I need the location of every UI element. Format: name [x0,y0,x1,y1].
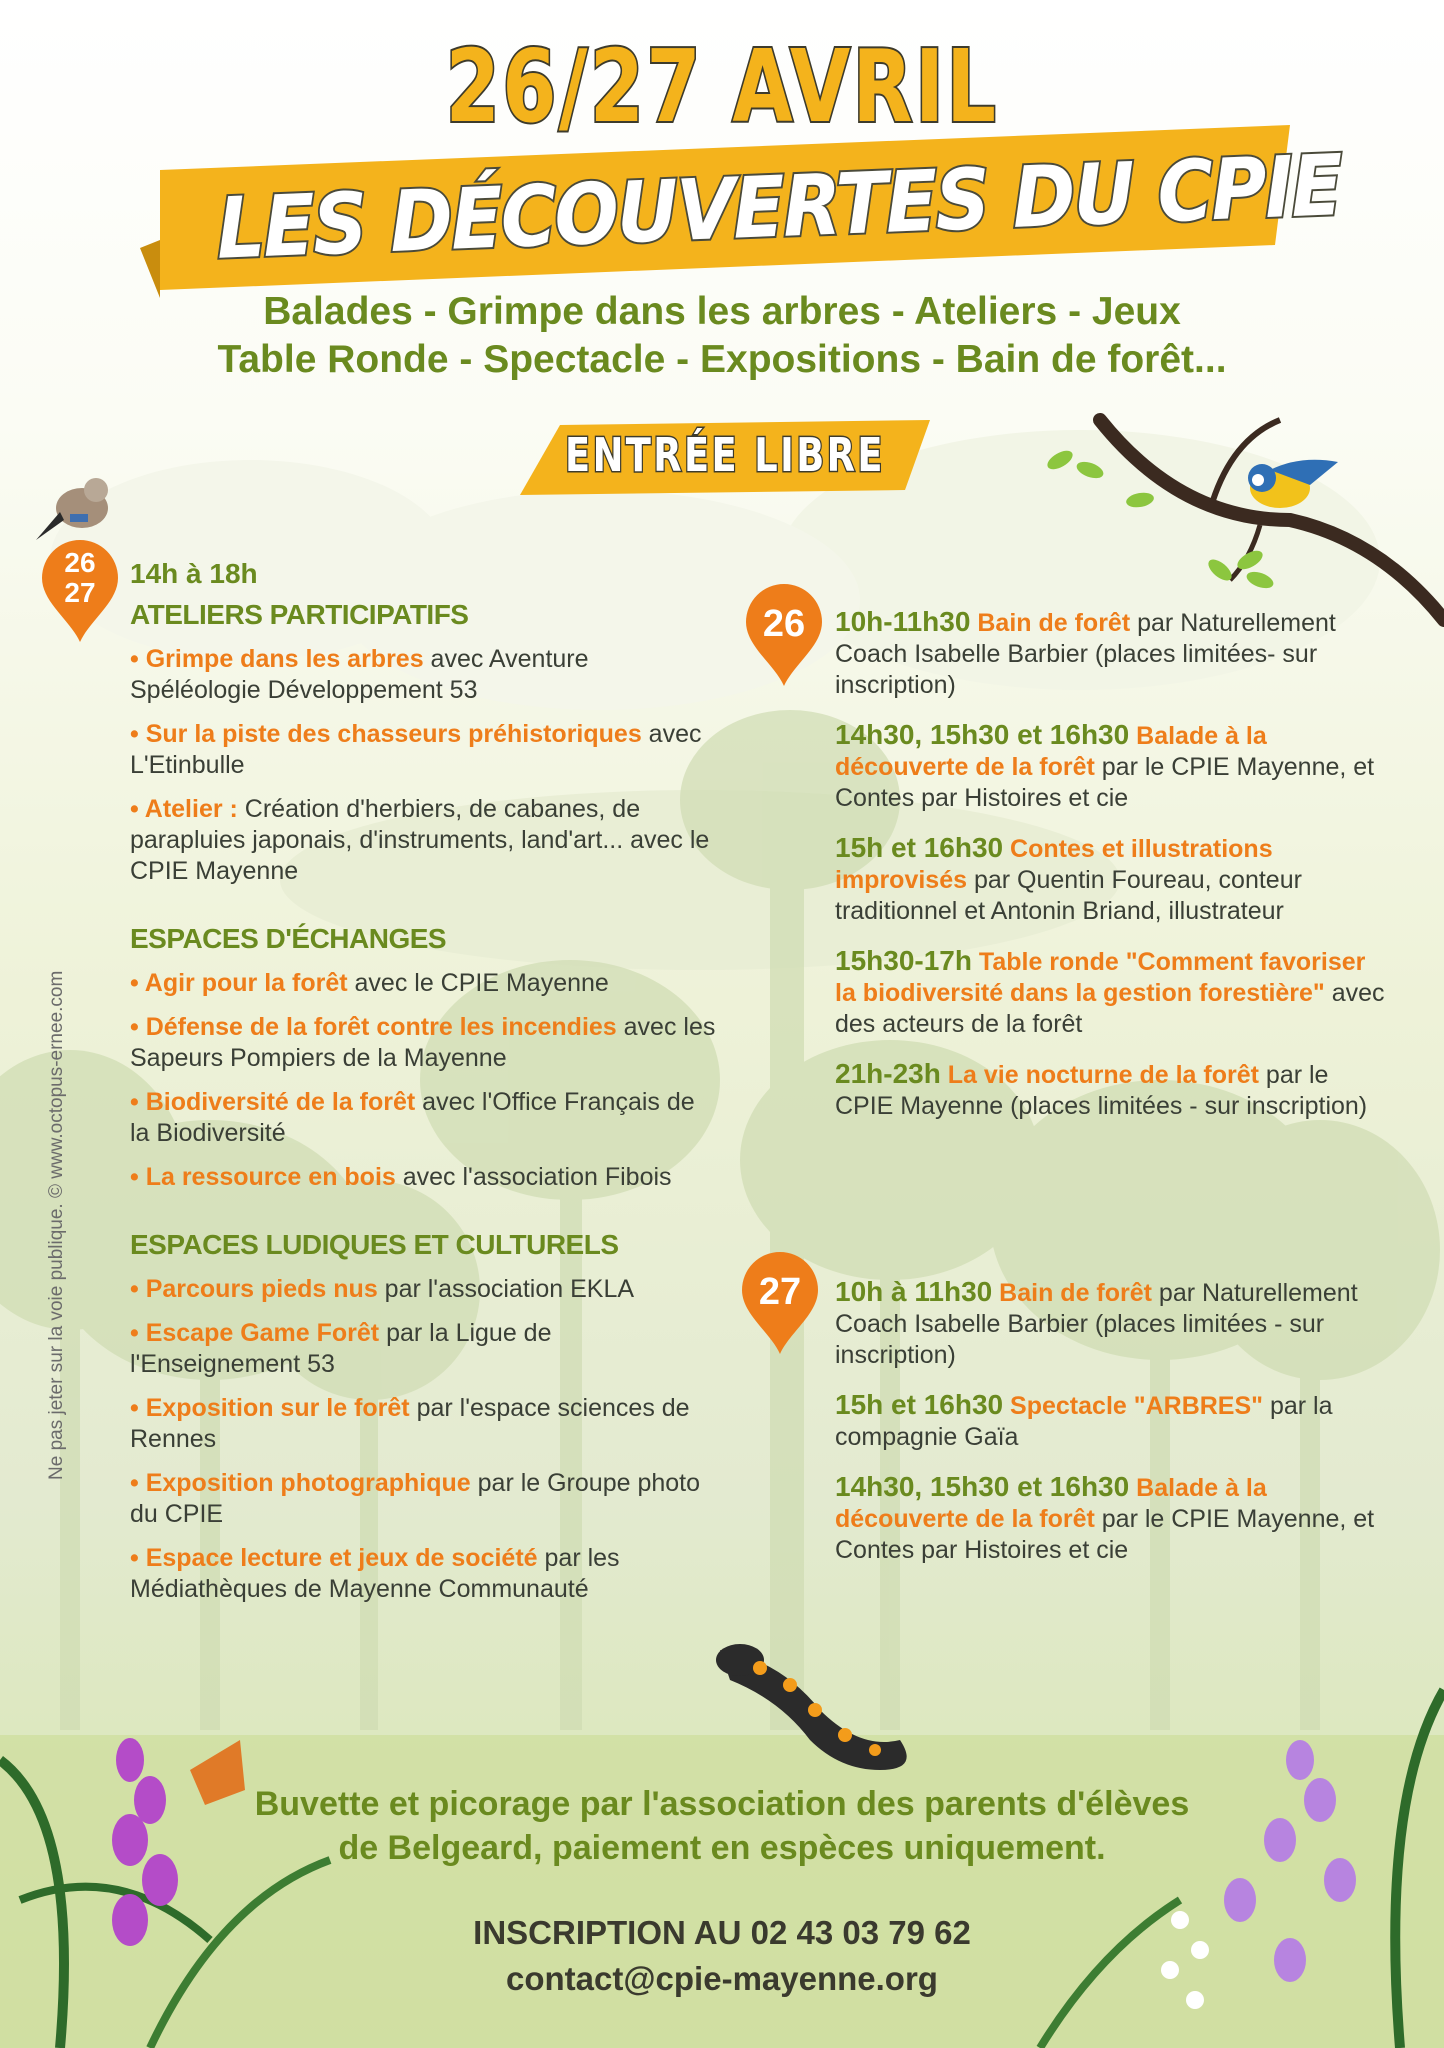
contact-block [0,1910,1444,2002]
list-item [130,1162,720,1193]
event-title: LES DÉCOUVERTES DU CPIE [215,136,1343,278]
event-title: Contes et illustrations improvisés [835,835,1273,894]
item-highlight: • Atelier : [130,795,238,823]
event-details: par Quentin Foureau, conteur traditionnel et Antonin Briand, illustrateur [835,866,1302,925]
pin-day-26: 26 [64,547,96,578]
pin-day-26-label: 26 [762,603,806,645]
event-details: par le CPIE Mayenne, et Contes par Histoires et cie [835,1505,1375,1564]
refreshments-line-1: Buvette et picorage par l'association des parents d'élèves [254,1785,1190,1823]
activities-line-1: Balades - Grimpe dans les arbres - Ateliers - Jeux [263,290,1181,333]
event-details: par le CPIE Mayenne (places limitées - sur inscription) [835,1061,1368,1120]
list-item [130,1468,720,1530]
item-text: par le Groupe photo du CPIE [130,1469,701,1528]
pin-days-label [40,548,120,608]
pin-day-27-label: 27 [758,1271,802,1313]
schedule-event [835,945,1390,1040]
event-time: 15h et 16h30 [835,1389,1004,1420]
item-text: par les Médiathèques de Mayenne Communauté [130,1544,620,1603]
item-highlight: • Exposition photographique [130,1469,471,1497]
list-item [130,1543,720,1605]
item-text: avec l'association Fibois [395,1163,672,1191]
event-time: 14h30, 15h30 et 16h30 [835,1471,1130,1502]
list-item [130,1318,720,1380]
schedule-event [835,832,1390,927]
item-highlight: • Biodiversité de la forêt [130,1088,416,1116]
item-text: Création d'herbiers, de cabanes, de parapluies japonais, d'instruments, land'art... avec le CPIE Mayenne [130,795,710,885]
refreshments-note [0,1782,1444,1870]
schedule-event [835,1276,1390,1371]
event-title: Table ronde "Comment favoriser la biodiversité dans la gestion forestière" [835,948,1366,1007]
opening-hours: 14h à 18h [130,558,258,589]
schedule-event [835,719,1390,814]
section-title-echanges: ESPACES D'ÉCHANGES [130,923,447,954]
item-highlight: • Escape Game Forêt [130,1319,380,1347]
event-time: 10h-11h30 [835,606,971,637]
section-title-ateliers: ATELIERS PARTICIPATIFS [130,599,469,630]
item-text: avec les Sapeurs Pompiers de la Mayenne [130,1013,716,1072]
schedule-event [835,1389,1390,1453]
registration-phone: INSCRIPTION AU 02 43 03 79 62 [473,1914,971,1951]
event-title: Bain de forêt [970,609,1131,637]
day-26-schedule [835,606,1390,1140]
item-text: avec L'Etinbulle [130,720,702,779]
item-highlight: • Espace lecture et jeux de société [130,1544,538,1572]
event-date: 26/27 AVRIL [445,28,999,145]
event-details: avec des acteurs de la forêt [835,979,1385,1038]
free-entry-label: ENTRÉE LIBRE [565,428,885,482]
list-item [130,1087,720,1149]
event-title: Balade à la découverte de la forêt [835,722,1267,781]
event-time: 21h-23h [835,1058,941,1089]
item-highlight: • Sur la piste des chasseurs préhistoriques [130,720,642,748]
list-item [130,794,720,887]
schedule-event [835,1471,1390,1566]
workshops-column [130,558,720,1618]
event-details: par la compagnie Gaïa [835,1392,1333,1451]
item-highlight: • Agir pour la forêt [130,969,348,997]
event-details: par Naturellement Coach Isabelle Barbier (places limitées - sur inscription) [835,1279,1358,1369]
item-text: avec Aventure Spéléologie Développement 53 [130,645,589,704]
list-item [130,644,720,706]
event-time: 15h et 16h30 [835,832,1004,863]
list-item [130,1274,720,1305]
event-details: par Naturellement Coach Isabelle Barbier (places limitées- sur inscription) [835,609,1336,699]
event-title: La vie nocturne de la forêt [940,1061,1259,1089]
schedule-event [835,606,1390,701]
contact-email: contact@cpie-mayenne.org [506,1960,938,1997]
legal-side-note: Ne pas jeter sur la voie publique. © www.octopus-ernee.com [46,970,67,1480]
day-27-schedule [835,1276,1390,1584]
activities-line-2: Table Ronde - Spectacle - Expositions - Bain de forêt... [217,338,1227,381]
section-title-ludiques: ESPACES LUDIQUES ET CULTURELS [130,1229,619,1260]
item-text: par l'espace sciences de Rennes [130,1394,690,1453]
item-highlight: • Défense de la forêt contre les incendies [130,1013,617,1041]
item-text: avec le CPIE Mayenne [347,969,609,997]
event-time: 15h30-17h [835,945,972,976]
event-time: 14h30, 15h30 et 16h30 [835,719,1130,750]
item-text: par l'association EKLA [377,1275,635,1303]
event-title: Bain de forêt [992,1279,1152,1307]
event-title: Spectacle "ARBRES" [1003,1392,1264,1420]
event-time: 10h à 11h30 [835,1276,993,1307]
item-highlight: • Exposition sur le forêt [130,1394,410,1422]
list-item [130,1012,720,1074]
list-item [130,719,720,781]
event-details: par le CPIE Mayenne, et Contes par Histoires et cie [835,753,1375,812]
refreshments-line-2: de Belgeard, paiement en espèces uniquement. [338,1829,1106,1867]
item-highlight: • La ressource en bois [130,1163,396,1191]
schedule-event [835,1058,1390,1122]
item-text: avec l'Office Français de la Biodiversité [130,1088,695,1147]
item-text: par la Ligue de l'Enseignement 53 [130,1319,552,1378]
item-highlight: • Parcours pieds nus [130,1275,378,1303]
event-title: Balade à la découverte de la forêt [835,1474,1267,1533]
list-item [130,1393,720,1455]
pin-day-27: 27 [64,577,96,608]
item-highlight: • Grimpe dans les arbres [130,645,424,673]
list-item [130,968,720,999]
